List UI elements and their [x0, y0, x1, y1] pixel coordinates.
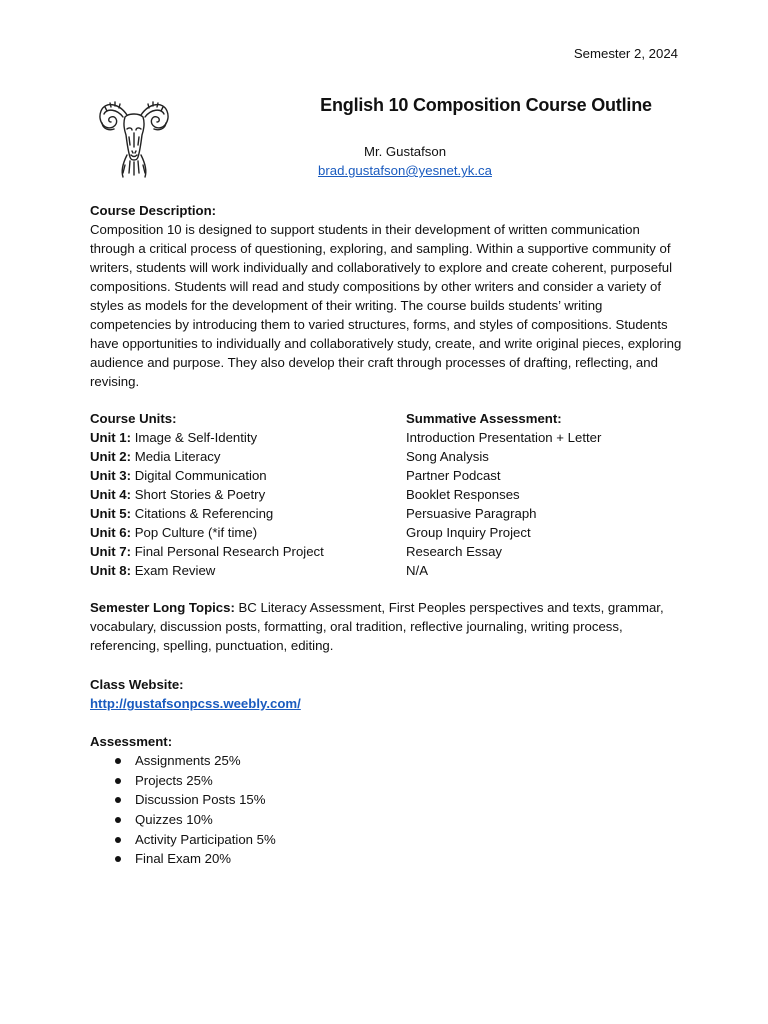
bullet-icon	[115, 797, 121, 803]
summative-assessment-label: Summative Assessment:	[406, 411, 562, 426]
assessment-item	[90, 830, 682, 850]
unit-assessment: Booklet Responses	[406, 487, 520, 502]
bullet-icon	[115, 837, 121, 843]
unit-topic: Pop Culture (*if time)	[134, 525, 258, 540]
unit-cell	[90, 447, 406, 466]
assessment-item-text: Quizzes 10%	[135, 812, 213, 828]
unit-assessment: Research Essay	[406, 544, 503, 559]
class-website-link[interactable]: http://gustafsonpcss.weebly.com/	[90, 696, 301, 711]
class-website	[90, 675, 682, 713]
unit-row	[90, 428, 682, 447]
unit-topic: Media Literacy	[134, 449, 221, 464]
unit-number: Unit 1:	[90, 430, 132, 445]
unit-number: Unit 6:	[90, 525, 132, 540]
unit-assessment: N/A	[406, 563, 428, 578]
unit-topic: Short Stories & Poetry	[134, 487, 266, 502]
course-description	[90, 201, 682, 391]
bullet-icon	[115, 778, 121, 784]
unit-cell	[90, 504, 406, 523]
bullet-icon	[115, 856, 121, 862]
bullet-icon	[115, 817, 121, 823]
assessment-item	[90, 771, 682, 791]
bullet-icon	[115, 758, 121, 764]
unit-row	[90, 485, 682, 504]
unit-cell	[90, 485, 406, 504]
unit-topic: Final Personal Research Project	[134, 544, 324, 559]
unit-assessment: Persuasive Paragraph	[406, 506, 537, 521]
assessment-list	[90, 751, 682, 869]
unit-number: Unit 4:	[90, 487, 132, 502]
unit-row	[90, 523, 682, 542]
teacher-email-link[interactable]: brad.gustafson@yesnet.yk.ca	[318, 163, 492, 178]
unit-cell	[90, 523, 406, 542]
unit-cell	[90, 542, 406, 561]
unit-topic: Digital Communication	[134, 468, 267, 483]
unit-row	[90, 466, 682, 485]
assessment-item	[90, 849, 682, 869]
assessment-section	[90, 732, 682, 869]
teacher-name: Mr. Gustafson	[363, 144, 447, 159]
ram-head-icon	[93, 93, 175, 179]
unit-assessment: Song Analysis	[406, 449, 489, 464]
assessment-item-text: Discussion Posts 15%	[135, 792, 266, 808]
unit-number: Unit 7:	[90, 544, 132, 559]
semester-label: Semester 2, 2024	[573, 46, 678, 61]
unit-assessment: Introduction Presentation + Letter	[406, 430, 602, 445]
unit-row	[90, 447, 682, 466]
topics-label: Semester Long Topics:	[90, 600, 235, 615]
assessment-item-text: Projects 25%	[135, 772, 213, 788]
unit-topic: Exam Review	[134, 563, 216, 578]
unit-topic: Image & Self-Identity	[134, 430, 258, 445]
website-label: Class Website:	[90, 677, 184, 692]
semester-long-topics	[90, 598, 682, 655]
unit-row	[90, 542, 682, 561]
unit-assessment: Group Inquiry Project	[406, 525, 531, 540]
assessment-item-text: Activity Participation 5%	[135, 831, 276, 847]
unit-number: Unit 8:	[90, 563, 132, 578]
unit-number: Unit 3:	[90, 468, 132, 483]
unit-cell	[90, 428, 406, 447]
unit-row	[90, 561, 682, 580]
unit-row	[90, 504, 682, 523]
assessment-item	[90, 810, 682, 830]
unit-assessment: Partner Podcast	[406, 468, 501, 483]
page-title: English 10 Composition Course Outline	[320, 95, 652, 115]
course-units-label: Course Units:	[90, 411, 177, 426]
assessment-item	[90, 751, 682, 771]
units-header-row	[90, 409, 682, 428]
assessment-item	[90, 790, 682, 810]
unit-topic: Citations & Referencing	[134, 506, 274, 521]
course-units-table	[90, 409, 682, 580]
course-description-label: Course Description:	[90, 203, 217, 218]
unit-cell	[90, 466, 406, 485]
assessment-item-text: Final Exam 20%	[135, 851, 232, 867]
assessment-item-text: Assignments 25%	[135, 753, 241, 768]
unit-cell	[90, 561, 406, 580]
assessment-label: Assessment:	[90, 734, 173, 749]
course-description-text: Composition 10 is designed to support students in their development of written communication through a critical process of questioning, exploring, and sampling. Within a supportive community of writers, students will work individually and collaboratively to explore and create coherent, purposeful compositions. Students will read and study compositions by other writers and consider a variety of styles as models for the development of their writing. The course builds students’ writing competencies by introducing them to varied structures, forms, and styles of compositions. Students have opportunities to individually and collaboratively study, create, and write original pieces, exploring audience and purpose. They also develop their craft through processes of drafting, reflecting, and revising.	[90, 222, 682, 389]
unit-number: Unit 2:	[90, 449, 132, 464]
topics-text: BC Literacy Assessment, First Peoples perspectives and texts, grammar, vocabulary, discussion posts, formatting, oral tradition, reflective journaling, writing process, referencing, spelling, punctuation, editing.	[90, 600, 664, 653]
unit-number: Unit 5:	[90, 506, 132, 521]
